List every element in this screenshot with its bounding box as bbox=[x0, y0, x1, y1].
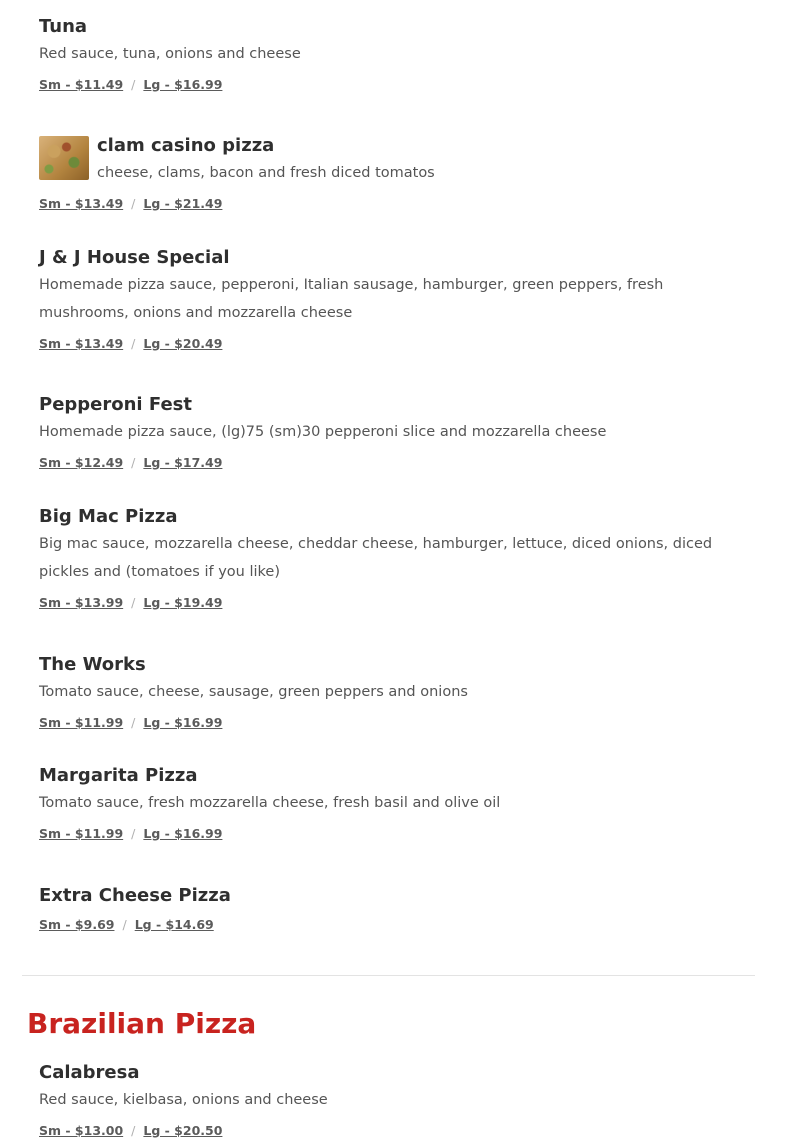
item-prices bbox=[39, 454, 739, 472]
pizza-thumbnail-image[interactable] bbox=[39, 136, 89, 180]
price-separator: / bbox=[122, 917, 127, 932]
price-small-link[interactable]: Sm - $11.49 bbox=[39, 77, 124, 92]
item-prices bbox=[39, 76, 739, 94]
item-name[interactable]: Margarita Pizza bbox=[39, 765, 198, 786]
price-separator: / bbox=[131, 196, 136, 211]
item-prices bbox=[39, 1122, 739, 1140]
price-large-link[interactable]: Lg - $17.49 bbox=[143, 455, 223, 470]
item-description: Red sauce, tuna, onions and cheese bbox=[39, 46, 301, 62]
price-separator: / bbox=[131, 1123, 136, 1138]
item-name[interactable]: Tuna bbox=[39, 16, 88, 37]
item-name[interactable]: Calabresa bbox=[39, 1062, 140, 1083]
menu-item[interactable] bbox=[39, 505, 739, 612]
item-name[interactable]: clam casino pizza bbox=[97, 135, 275, 156]
item-name[interactable]: Big Mac Pizza bbox=[39, 506, 178, 527]
price-small-link[interactable]: Sm - $9.69 bbox=[39, 917, 115, 932]
price-large-link[interactable]: Lg - $20.50 bbox=[143, 1123, 223, 1138]
item-prices bbox=[39, 594, 739, 612]
item-name[interactable]: Pepperoni Fest bbox=[39, 394, 192, 415]
item-description: Tomato sauce, fresh mozzarella cheese, fresh basil and olive oil bbox=[39, 795, 501, 811]
menu-item[interactable] bbox=[39, 884, 739, 934]
item-prices bbox=[39, 825, 739, 843]
item-description: Big mac sauce, mozzarella cheese, cheddar cheese, hamburger, lettuce, diced onions, diced pickles and (tomatoes if you like) bbox=[39, 536, 713, 580]
item-prices bbox=[39, 335, 739, 353]
price-large-link[interactable]: Lg - $19.49 bbox=[143, 595, 223, 610]
menu-item[interactable] bbox=[39, 134, 739, 213]
price-separator: / bbox=[131, 595, 136, 610]
menu-item[interactable] bbox=[39, 1061, 739, 1140]
menu-item[interactable] bbox=[39, 764, 739, 843]
item-description: Homemade pizza sauce, (lg)75 (sm)30 pepperoni slice and mozzarella cheese bbox=[39, 424, 607, 440]
menu-item[interactable] bbox=[39, 246, 739, 353]
price-large-link[interactable]: Lg - $20.49 bbox=[143, 336, 223, 351]
price-separator: / bbox=[131, 715, 136, 730]
price-small-link[interactable]: Sm - $12.49 bbox=[39, 455, 124, 470]
item-name[interactable]: J & J House Special bbox=[39, 247, 230, 268]
price-small-link[interactable]: Sm - $13.49 bbox=[39, 196, 124, 211]
menu-item[interactable] bbox=[39, 393, 739, 472]
item-name[interactable]: The Works bbox=[39, 654, 146, 675]
price-large-link[interactable]: Lg - $16.99 bbox=[143, 826, 223, 841]
price-small-link[interactable]: Sm - $13.00 bbox=[39, 1123, 124, 1138]
section-title: Brazilian Pizza bbox=[27, 1007, 257, 1040]
price-large-link[interactable]: Lg - $21.49 bbox=[143, 196, 223, 211]
item-name[interactable]: Extra Cheese Pizza bbox=[39, 885, 231, 906]
item-description: cheese, clams, bacon and fresh diced tomatos bbox=[97, 165, 435, 181]
price-large-link[interactable]: Lg - $14.69 bbox=[134, 917, 214, 932]
item-description: Tomato sauce, cheese, sausage, green peppers and onions bbox=[39, 684, 468, 700]
price-separator: / bbox=[131, 336, 136, 351]
item-prices bbox=[39, 195, 739, 213]
item-prices bbox=[39, 714, 739, 732]
price-large-link[interactable]: Lg - $16.99 bbox=[143, 77, 223, 92]
price-small-link[interactable]: Sm - $11.99 bbox=[39, 826, 124, 841]
price-small-link[interactable]: Sm - $13.49 bbox=[39, 336, 124, 351]
price-separator: / bbox=[131, 826, 136, 841]
price-small-link[interactable]: Sm - $11.99 bbox=[39, 715, 124, 730]
menu-item[interactable] bbox=[39, 653, 739, 732]
price-separator: / bbox=[131, 455, 136, 470]
section-divider bbox=[22, 975, 755, 976]
price-large-link[interactable]: Lg - $16.99 bbox=[143, 715, 223, 730]
price-small-link[interactable]: Sm - $13.99 bbox=[39, 595, 124, 610]
item-prices bbox=[39, 916, 739, 934]
item-description: Red sauce, kielbasa, onions and cheese bbox=[39, 1092, 328, 1108]
item-description: Homemade pizza sauce, pepperoni, Italian sausage, hamburger, green peppers, fresh mushrooms, onions and mozzarella cheese bbox=[39, 277, 664, 321]
menu-item[interactable] bbox=[39, 15, 739, 94]
price-separator: / bbox=[131, 77, 136, 92]
